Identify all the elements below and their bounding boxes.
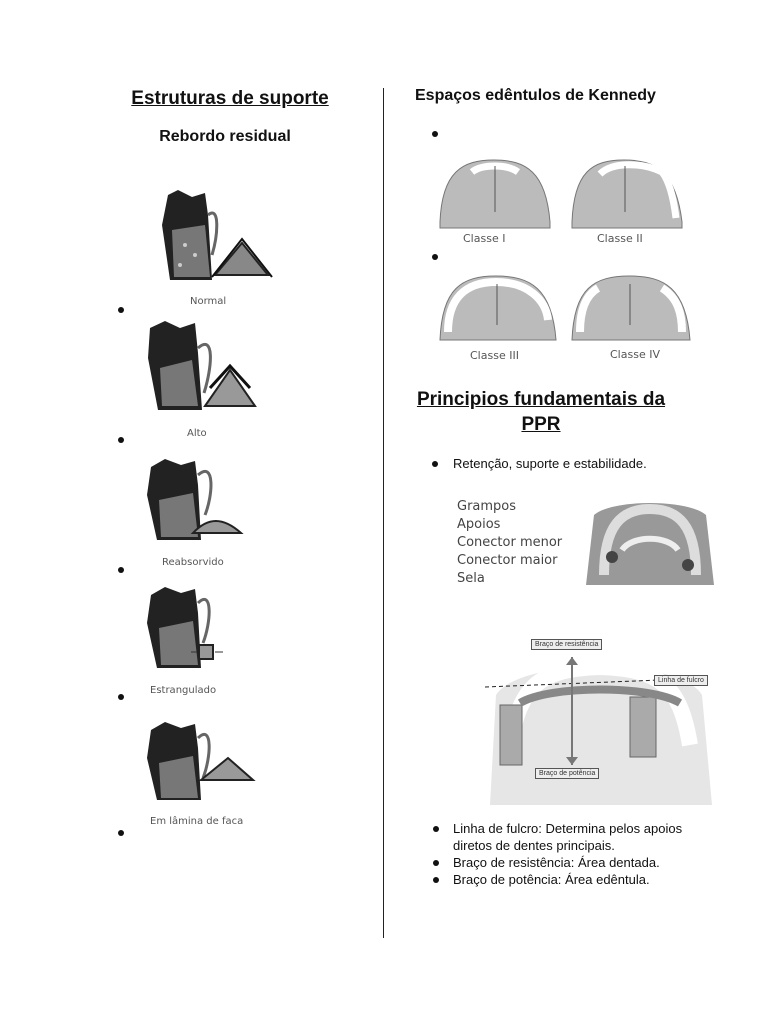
denture-photo bbox=[582, 495, 718, 590]
ridge-strangled-illustration bbox=[143, 583, 233, 673]
definitions-list bbox=[453, 820, 703, 888]
ridge-high-illustration bbox=[140, 318, 265, 413]
bullet bbox=[432, 461, 438, 467]
definition-item: Linha de fulcro: Determina pelos apoios diretos de dentes principais. bbox=[453, 820, 703, 854]
definition-item: Braço de potência: Área edêntula. bbox=[453, 871, 703, 888]
ppr-heading-line1: Principios fundamentais da bbox=[416, 389, 666, 410]
caption-lamina-de-faca: Em lâmina de faca bbox=[150, 816, 244, 827]
kennedy-heading: Espaços edêntulos de Kennedy bbox=[415, 87, 656, 104]
component-item: Apoios bbox=[457, 517, 501, 532]
components-list bbox=[457, 498, 562, 588]
bullet bbox=[118, 437, 124, 443]
bullet bbox=[118, 694, 124, 700]
bullet bbox=[118, 567, 124, 573]
ppr-bullet-text: Retenção, suporte e estabilidade. bbox=[453, 456, 647, 471]
fulcrum-diagram bbox=[480, 635, 720, 810]
caption-classe-i: Classe I bbox=[463, 232, 506, 245]
bullet bbox=[432, 254, 438, 260]
label-linha-fulcro: Linha de fulcro bbox=[654, 675, 708, 686]
caption-classe-ii: Classe II bbox=[597, 232, 643, 245]
bullet bbox=[118, 307, 124, 313]
label-braco-resistencia: Braço de resistência bbox=[531, 639, 602, 650]
definition-item: Braço de resistência: Área dentada. bbox=[453, 854, 703, 871]
caption-alto: Alto bbox=[187, 428, 207, 439]
left-heading: Estruturas de suporte bbox=[131, 88, 329, 109]
bullet bbox=[118, 830, 124, 836]
caption-classe-iv: Classe IV bbox=[610, 348, 660, 361]
component-item: Conector menor bbox=[457, 535, 563, 550]
column-divider bbox=[383, 88, 384, 938]
ppr-heading-line2: PPR bbox=[521, 414, 561, 435]
caption-reabsorvido: Reabsorvido bbox=[162, 557, 224, 568]
caption-classe-iii: Classe III bbox=[470, 349, 519, 362]
bullet bbox=[432, 131, 438, 137]
ppr-heading bbox=[405, 387, 677, 437]
component-item: Conector maior bbox=[457, 553, 558, 568]
caption-normal: Normal bbox=[190, 296, 227, 307]
left-subheading: Rebordo residual bbox=[159, 128, 291, 145]
component-item: Grampos bbox=[457, 499, 517, 514]
ridge-knife-edge-illustration bbox=[143, 718, 258, 803]
kennedy-class-iii-iv-illustration bbox=[434, 270, 696, 350]
component-item: Sela bbox=[457, 571, 485, 586]
ridge-normal-illustration bbox=[150, 185, 275, 285]
caption-estrangulado: Estrangulado bbox=[150, 685, 217, 696]
ridge-resorbed-illustration bbox=[143, 455, 248, 545]
label-braco-potencia: Braço de potência bbox=[535, 768, 599, 779]
